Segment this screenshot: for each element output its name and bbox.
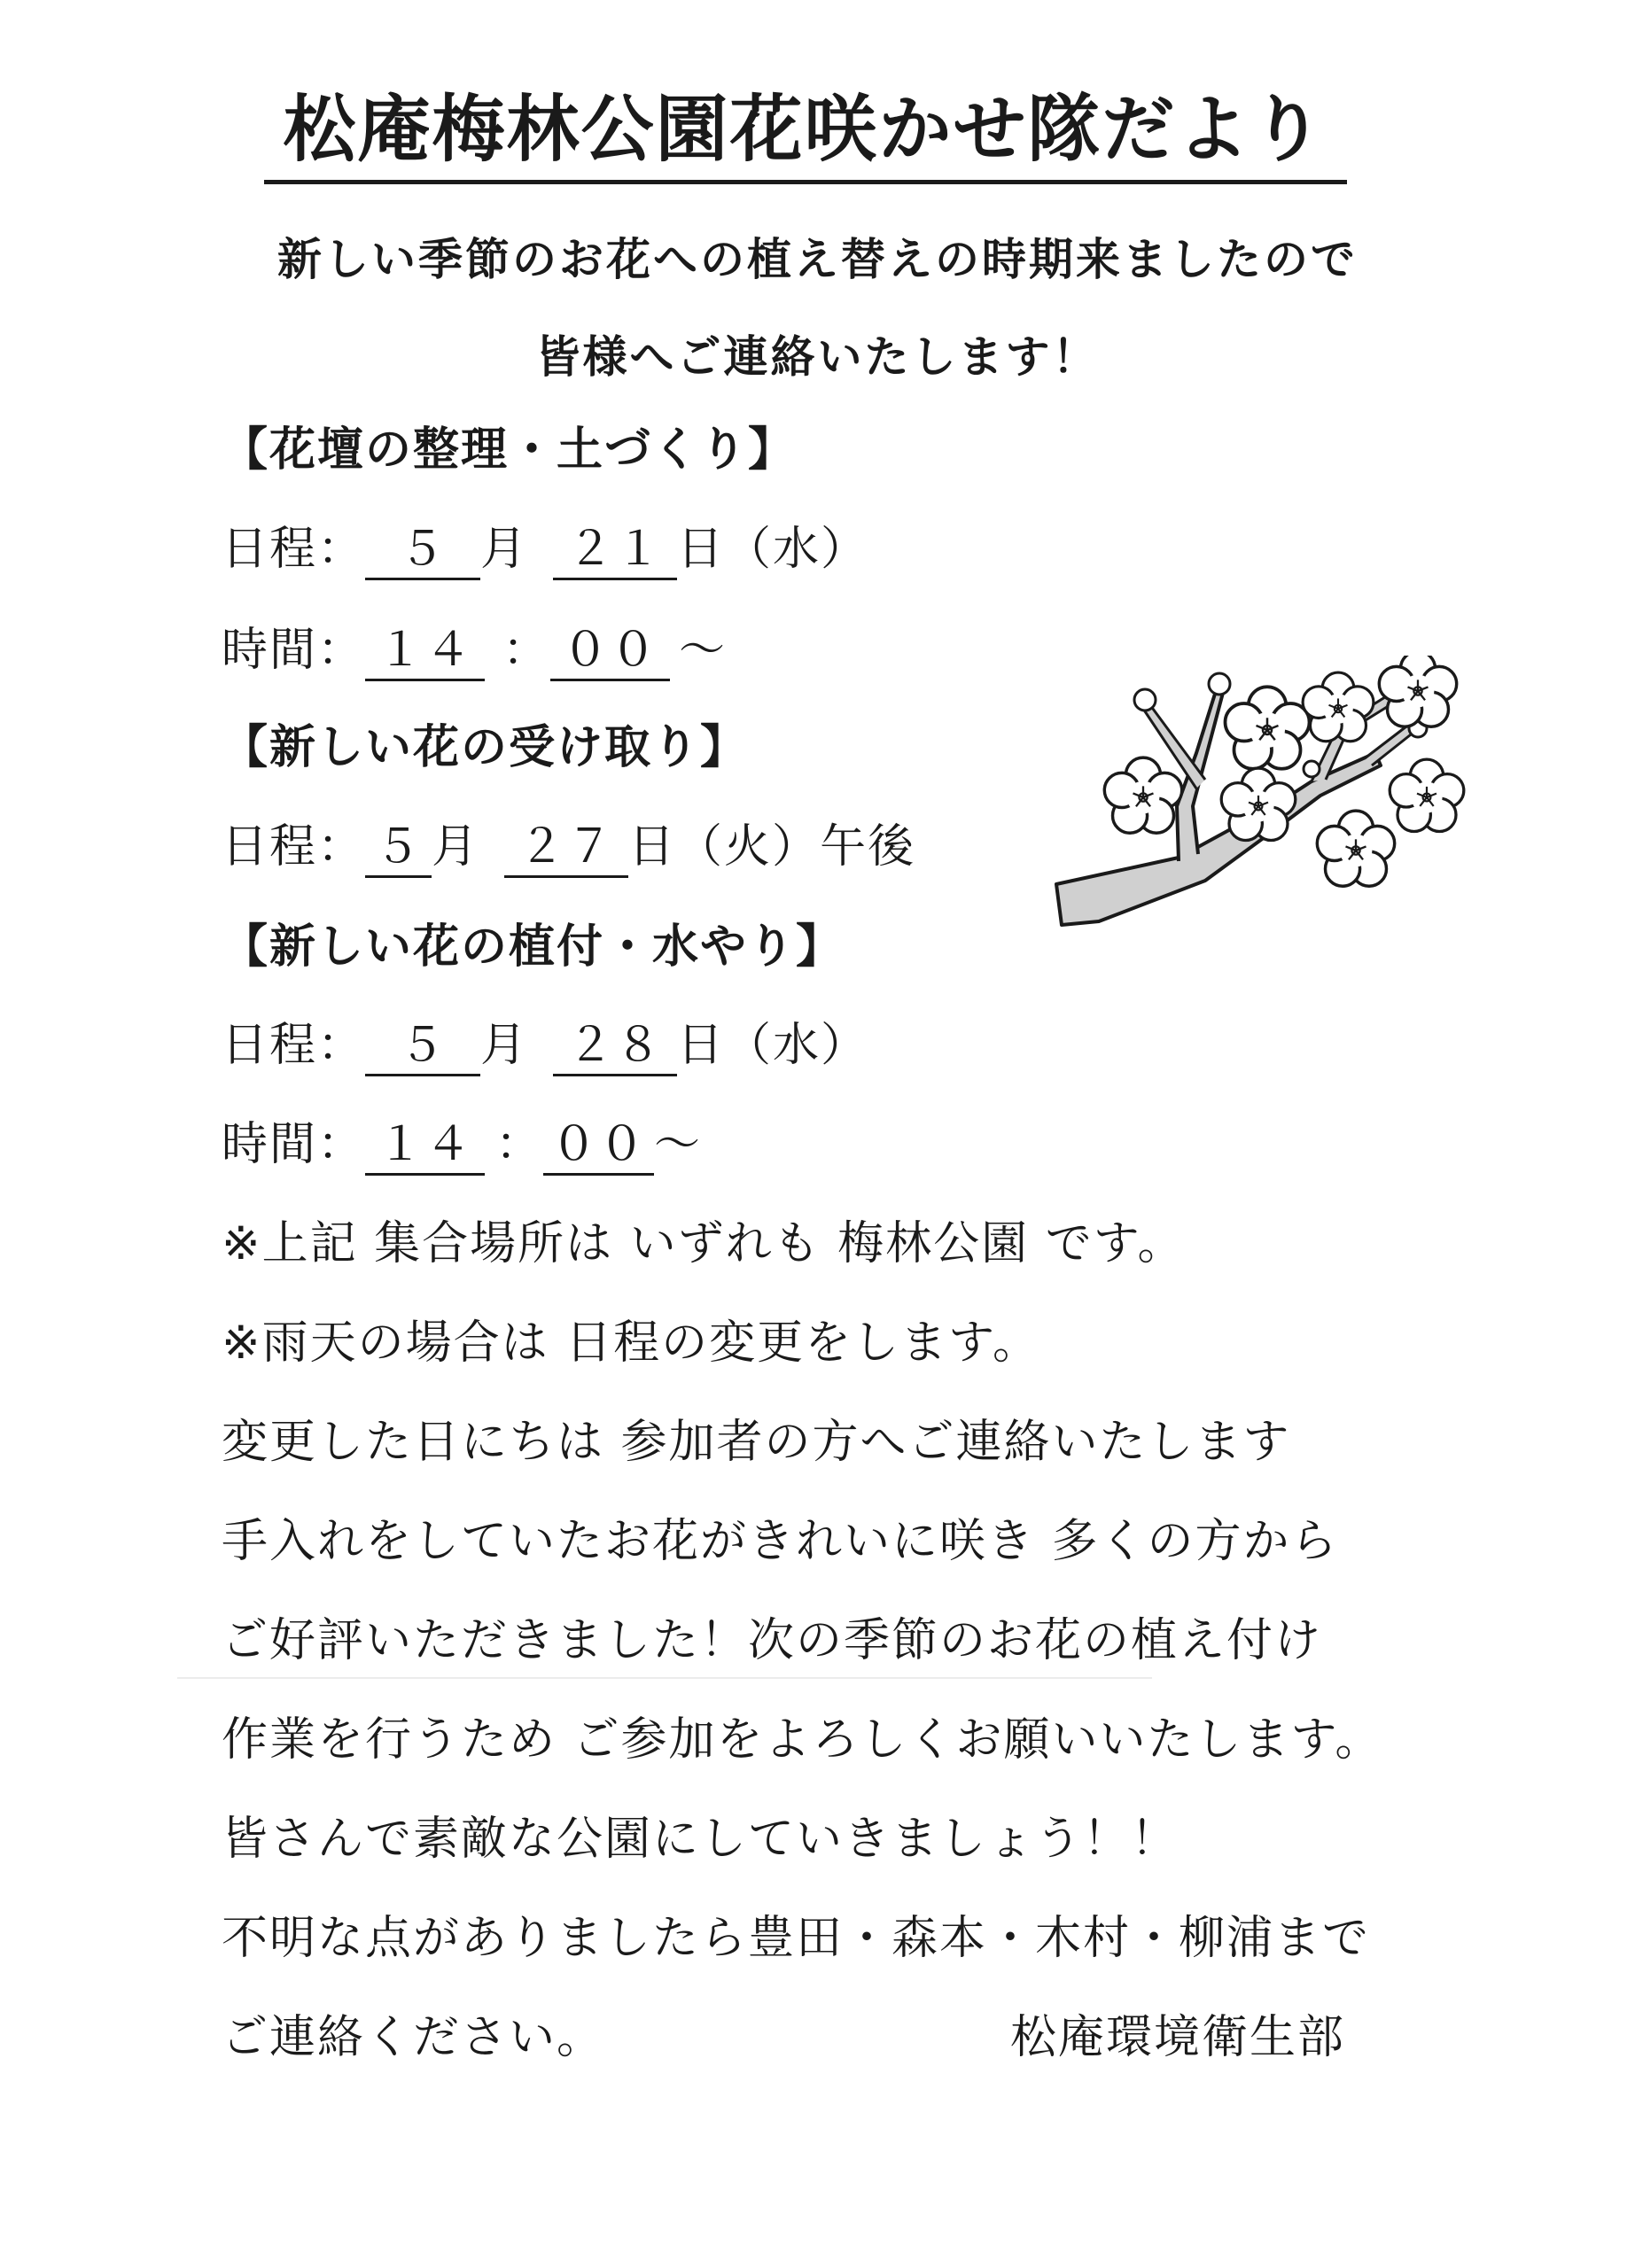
date-month: ５ xyxy=(365,521,480,580)
time-tilde: ～ xyxy=(679,624,728,677)
day-unit: 日 xyxy=(677,523,726,576)
day-unit: 日 xyxy=(677,1019,726,1072)
body-line-1: 手入れをしていたお花がきれいに咲き 多くの方から xyxy=(222,1515,1339,1568)
time-hour: １４ xyxy=(365,622,485,681)
month-unit: 月 xyxy=(480,1019,529,1072)
section-1-time xyxy=(222,618,727,682)
section-3-time xyxy=(222,1113,702,1177)
section-1-date xyxy=(222,517,868,581)
time-hour: １４ xyxy=(365,1116,485,1176)
weekday: （火） xyxy=(676,820,821,874)
month-unit: 月 xyxy=(480,523,529,576)
title-underline xyxy=(264,180,1347,184)
section-2-date xyxy=(222,815,915,879)
section-2-heading: 【新しい花の受け取り】 xyxy=(222,721,749,774)
time-minute: ００ xyxy=(550,622,670,681)
time-tilde: ～ xyxy=(654,1118,703,1171)
time-separator: ： xyxy=(502,624,551,677)
body-line-4: 皆さんで素敵な公園にしていきましょう！！ xyxy=(222,1813,1180,1866)
note-meeting-place: ※上記 集合場所は いずれも 梅林公園 です。 xyxy=(222,1217,1186,1270)
date-month: ５ xyxy=(365,1017,480,1076)
date-suffix: 午後 xyxy=(820,820,916,874)
note-contact: 変更した日にちは 参加者の方へご連絡いたします xyxy=(222,1416,1291,1469)
page-title: 松庵梅林公園花咲かせ隊だより xyxy=(283,88,1326,172)
body-line-3: 作業を行うため ご参加をよろしくお願いいたします。 xyxy=(222,1713,1383,1767)
intro-line-1: 新しい季節のお花への植え替えの時期来ましたので xyxy=(277,234,1358,285)
section-1-heading: 【花壇の整理・土づくり】 xyxy=(222,423,797,477)
section-3-date xyxy=(222,1014,868,1077)
scan-artifact-line xyxy=(177,1677,1152,1679)
note-rain: ※雨天の場合は 日程の変更をします。 xyxy=(222,1317,1040,1370)
time-label: 時間： xyxy=(222,1118,366,1171)
date-label: 日程： xyxy=(222,820,366,874)
date-day: ２１ xyxy=(553,521,677,580)
weekday: （水） xyxy=(725,523,869,576)
day-unit: 日 xyxy=(628,820,677,874)
body-line-5: 不明な点がありましたら豊田・森本・木村・柳浦まで xyxy=(222,1912,1371,1965)
time-minute: ００ xyxy=(543,1116,654,1176)
date-month: ５ xyxy=(365,819,432,878)
month-unit: 月 xyxy=(432,820,480,874)
body-line-2: ご好評いただきました！次の季節のお花の植え付け xyxy=(222,1614,1323,1667)
plum-blossom-icon xyxy=(1046,656,1471,939)
body-line-6: ご連絡ください。 xyxy=(222,2011,605,2064)
intro-line-2: 皆様へご連絡いたします！ xyxy=(535,331,1100,383)
date-label: 日程： xyxy=(222,523,366,576)
signature: 松庵環境衛生部 xyxy=(1010,2011,1346,2064)
date-day: ２８ xyxy=(553,1017,677,1076)
time-label: 時間： xyxy=(222,624,366,677)
time-separator: ： xyxy=(495,1118,544,1171)
date-day: ２７ xyxy=(504,819,628,878)
date-label: 日程： xyxy=(222,1019,366,1072)
weekday: （水） xyxy=(725,1019,869,1072)
section-3-heading: 【新しい花の植付・水やり】 xyxy=(222,920,845,974)
